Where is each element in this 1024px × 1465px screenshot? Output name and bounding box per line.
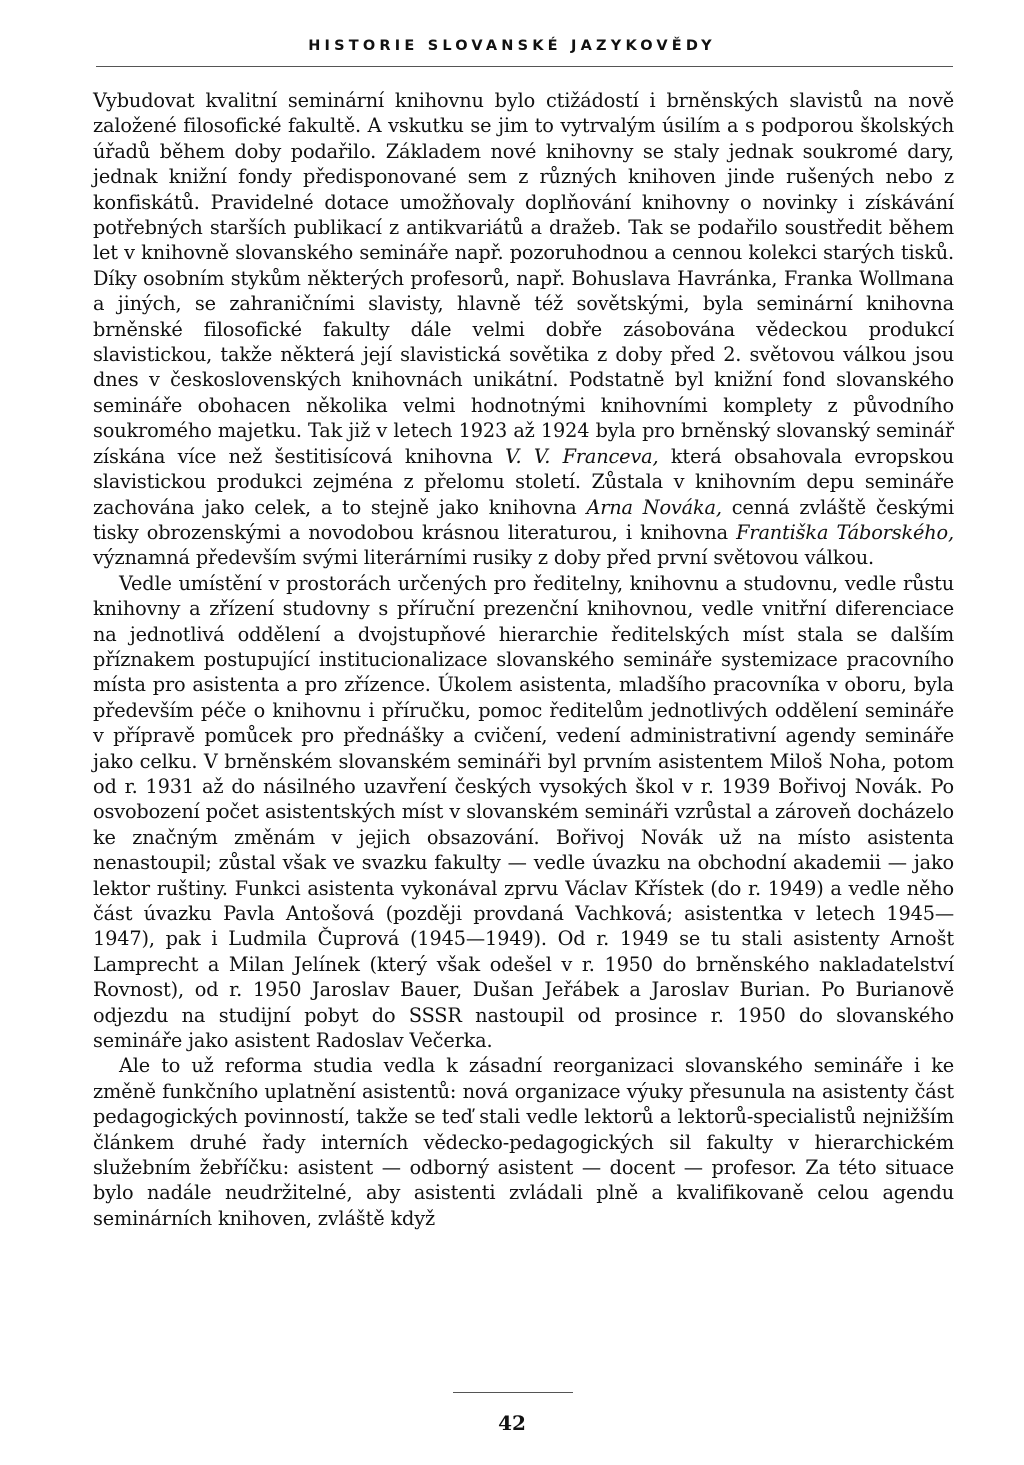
header-rule [96,66,953,67]
body-text [93,88,954,1231]
name-franceva: V. V. Franceva, [505,444,659,468]
name-taborsky: Františka Táborského, [736,520,954,544]
name-novak: Arna Nováka, [586,495,722,519]
running-head: HISTORIE SLOVANSKÉ JAZYKOVĚDY [308,38,716,54]
paragraph-text: Vedle umístění v prostorách určených pro ředitelny, knihovnu a studovnu, vedle růstu knihovny a zřízení studovny s příruční prezenční knihovnou, vedle vnitřní diferenciace na jednotlivá oddělení a dvojstupňové hierarchie ředitelských míst stala se dalším příznakem postupující institucionalizace slovanského semináře systemizace pracovního místa pro asistenta a pro zřízence. Úkolem asistenta, mladšího pracovníka v oboru, byla především péče o knihovnu i příručku, pomoc ředitelům jednotlivých oddělení semináře v přípravě pomůcek pro přednášky a cvičení, vedení administrativní agendy semináře jako celku. V brněnském slovanském semináři byl prvním asistentem Miloš Noha, potom od r. 1931 až do násilného uzavření českých vysokých škol v r. 1939 Bořivoj Novák. Po osvobození počet asistentských míst v slovanském semináři vzrůstal a zároveň docházelo ke značným změnám v jejich obsazování. Bořivoj Novák už na místo asistenta nenastoupil; zůstal však ve svazku fakulty — vedle úvazku na obchodní akademii — jako lektor ruštiny. Funkci asistenta vykonával zprvu Václav Křístek (do r. 1949) a vedle něho část úvazku Pavla Antošová (později provdaná Vachková; asistentka v letech 1945—1947), pak i Ludmila Čuprová (1945—1949). Od r. 1949 se tu stali asistenty Arnošt Lamprecht a Milan Jelínek (který však odešel v r. 1950 do brněnského nakladatelství Rovnost), od r. 1950 Jaroslav Bauer, Dušan Jeřábek a Jaroslav Burian. Po Burianově odjezdu na studijní pobyt do SSSR nastoupil od prosince r. 1950 do slovanského semináře jako asistent Radoslav Večerka. [93,571,954,1053]
paragraph-library-founding [93,88,954,571]
paragraph-text: Ale to už reforma studia vedla k zásadní reorganizaci slovanského semináře i ke změně funkčního uplatnění asistentů: nová organizace výuky přesunula na asistenty část pedagogických povinností, takže se teď stali vedle lektorů a lektorů-specialistů nejnižším článkem druhé řady interních vědecko-pedagogických sil fakulty v hierarchickém služebním žebříčku: asistent — odborný asistent — docent — profesor. Za této situace bylo nadále neudržitelné, aby asistenti zvládali plně a kvalifikovaně celou agendu seminárních knihoven, zvláště když [93,1054,954,1230]
footer-rule [453,1392,573,1393]
paragraph-text: která obsahovala evropskou slavistickou produkci zejména z přelomu století. Zůstala v knihovním depu semináře zachována jako celek, a to stejně jako knihovna [93,444,955,519]
paragraph-assistants [93,571,954,1054]
paragraph-text: cenná zvláště českými tisky obrozenskými a novodobou krásnou literaturou, i knihovna [93,495,954,544]
paragraph-text: Vybudovat kvalitní seminární knihovnu bylo ctižádostí i brněnských slavistů na nově založené filosofické fakultě. A vskutku se jim to vytrvalým úsilím a s podporou školských úřadů během doby podařilo. Základem nové knihovny se staly jednak soukromé dary, jednak knižní fondy předisponované sem z různých knihoven jinde rušených nebo z konfiskátů. Pravidelné dotace umožňovaly doplňování knihovny o novinky i získávání potřebných starších publikací z antikvariátů a dražeb. Tak se podařilo soustředit během let v knihovně slovanského semináře např. pozoruhodnou a cennou kolekci starých tisků. Díky osobním stykům některých profesorů, např. Bohuslava Havránka, Franka Wollmana a jiných, se zahraničními slavisty, hlavně též sovětskými, byla seminární knihovna brněnské filosofické fakulty dále velmi dobře zásobována vědeckou produkcí slavistickou, takže některá její slavistická sovětika z doby před 2. světovou válkou jsou dnes v československých knihovnách unikátní. Podstatně byl knižní fond slovanského semináře obohacen několika velmi hodnotnými knihovními komplety z původního soukromého majetku. Tak již v letech 1923 až 1924 byla pro brněnský slovanský seminář získána více než šestitisícová knihovna [93,89,954,468]
paragraph-reform [93,1053,954,1231]
page-number: 42 [498,1411,526,1435]
paragraph-text: významná především svými literárními rusiky z doby před první světovou válkou. [93,546,875,570]
